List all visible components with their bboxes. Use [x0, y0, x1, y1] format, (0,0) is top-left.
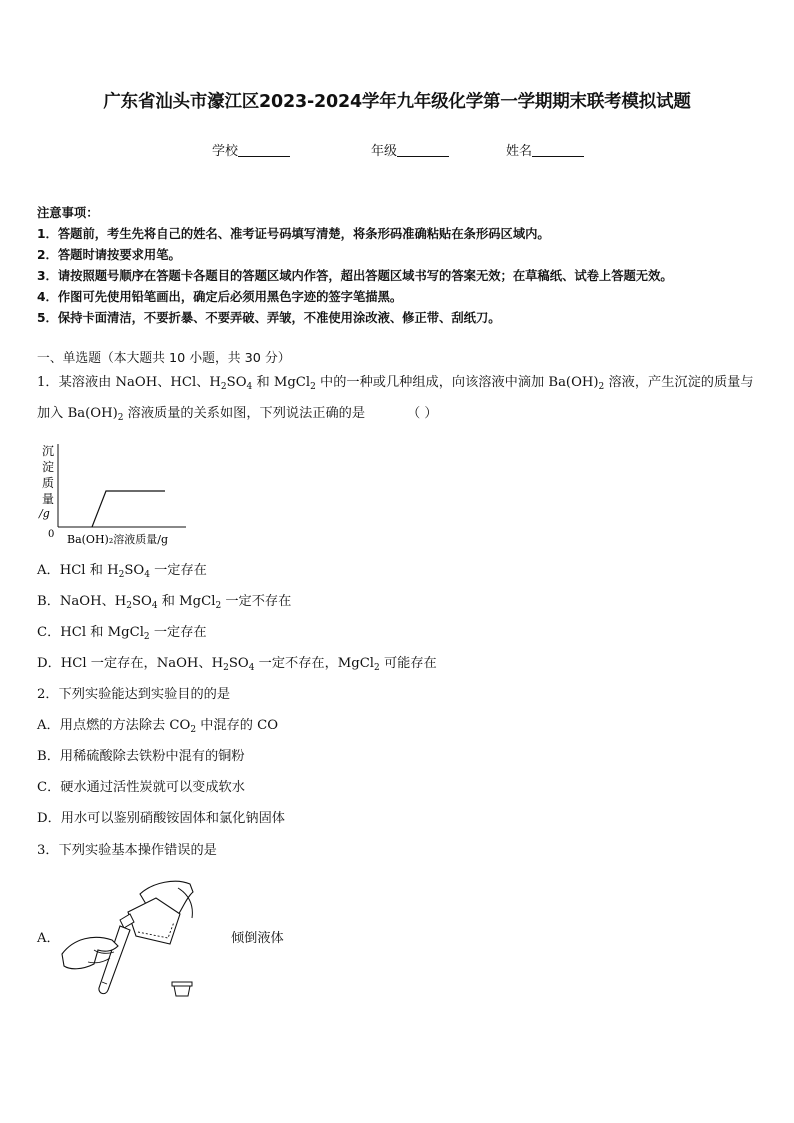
notes-item: 1．答题前，考生先将自己的姓名、准考证号码填写清楚，将条形码准确粘贴在条形码区域内。	[37, 227, 550, 241]
bottle-stopper	[174, 986, 190, 996]
q1-option-b: B．NaOH、$H_2SO_4$ 和 MgCl$_2$ 一定不存在	[37, 594, 292, 611]
q1-stem-line1: 1．某溶液由 NaOH、HCl、$H_2SO_4$ 和 MgCl$_2$ 中的一种或几种组成，向该溶液中滴加 $Ba(OH)_2$ 溶液，产生沉淀的质量与	[37, 375, 754, 392]
section-title: 一、单选题（本大题共 10 小题，共 30 分）	[37, 351, 291, 366]
notes-item: 2．答题时请按要求用笔。	[37, 248, 181, 262]
grade-field	[371, 140, 449, 159]
q1-option-c: C．HCl 和 MgCl$_2$ 一定存在	[37, 625, 207, 642]
precipitation-graph	[34, 436, 194, 548]
notes-item: 4．作图可先使用铅笔画出，确定后必须用黑色字迹的签字笔描黑。	[37, 290, 403, 304]
q1-stem-line2: 加入 $Ba(OH)_2$ 溶液质量的关系如图，下列说法正确的是 （ ）	[37, 406, 438, 423]
test-tube	[99, 926, 130, 994]
graph-curve	[92, 491, 165, 527]
school-field	[212, 140, 290, 159]
page-title: 广东省汕头市濠江区2023-2024学年九年级化学第一学期期末联考模拟试题	[103, 92, 691, 112]
notes-heading: 注意事项：	[37, 206, 99, 220]
grade-label: 年级	[371, 144, 398, 159]
name-blank	[532, 143, 584, 157]
grade-blank	[397, 143, 449, 157]
reagent-bottle	[128, 898, 180, 944]
graph-ylabel-char: 沉	[42, 444, 55, 458]
graph-xlabel: Ba(OH)₂溶液质量/g	[67, 533, 168, 546]
notes-item: 5．保持卡面清洁，不要折暴、不要弄破、弄皱，不准使用涂改液、修正带、刮纸刀。	[37, 311, 501, 325]
q2-option-b: B．用稀硫酸除去铁粉中混有的铜粉	[37, 749, 245, 764]
graph-origin: 0	[48, 529, 55, 540]
q2-option-c: C．硬水通过活性炭就可以变成软水	[37, 780, 245, 795]
name-field	[506, 140, 584, 159]
answer-paren: （ ）	[407, 406, 438, 421]
q3-option-a-caption: 倾倒液体	[231, 931, 284, 946]
q1-option-d: D．HCl 一定存在，NaOH、$H_2SO_4$ 一定不存在，MgCl$_2$ 可能存在	[37, 656, 437, 673]
q2-option-a: A．用点燃的方法除去 $CO_2$ 中混存的 CO	[37, 718, 279, 735]
q2-stem: 2．下列实验能达到实验目的的是	[37, 687, 231, 702]
q2-option-d: D．用水可以鉴别硝酸铵固体和氯化钠固体	[37, 811, 285, 826]
school-label: 学校	[212, 144, 239, 159]
notes-block	[37, 203, 673, 329]
pouring-liquid-illustration	[58, 874, 208, 1004]
school-blank	[238, 143, 290, 157]
notes-item: 3．请按照题号顺序在答题卡各题目的答题区域内作答，超出答题区域书写的答案无效；在草稿纸、试卷上答题无效。	[37, 269, 673, 283]
name-label: 姓名	[506, 144, 533, 159]
graph-ylabel-char: 质	[42, 476, 55, 490]
q1-option-a: A．HCl 和 $H_2SO_4$ 一定存在	[37, 563, 207, 580]
graph-ylabel-char: 量	[42, 492, 55, 506]
q3-option-a-label: A．	[37, 931, 60, 946]
graph-ylabel-unit: /g	[39, 507, 50, 520]
q3-stem: 3．下列实验基本操作错误的是	[37, 843, 217, 858]
graph-ylabel-char: 淀	[42, 460, 55, 474]
